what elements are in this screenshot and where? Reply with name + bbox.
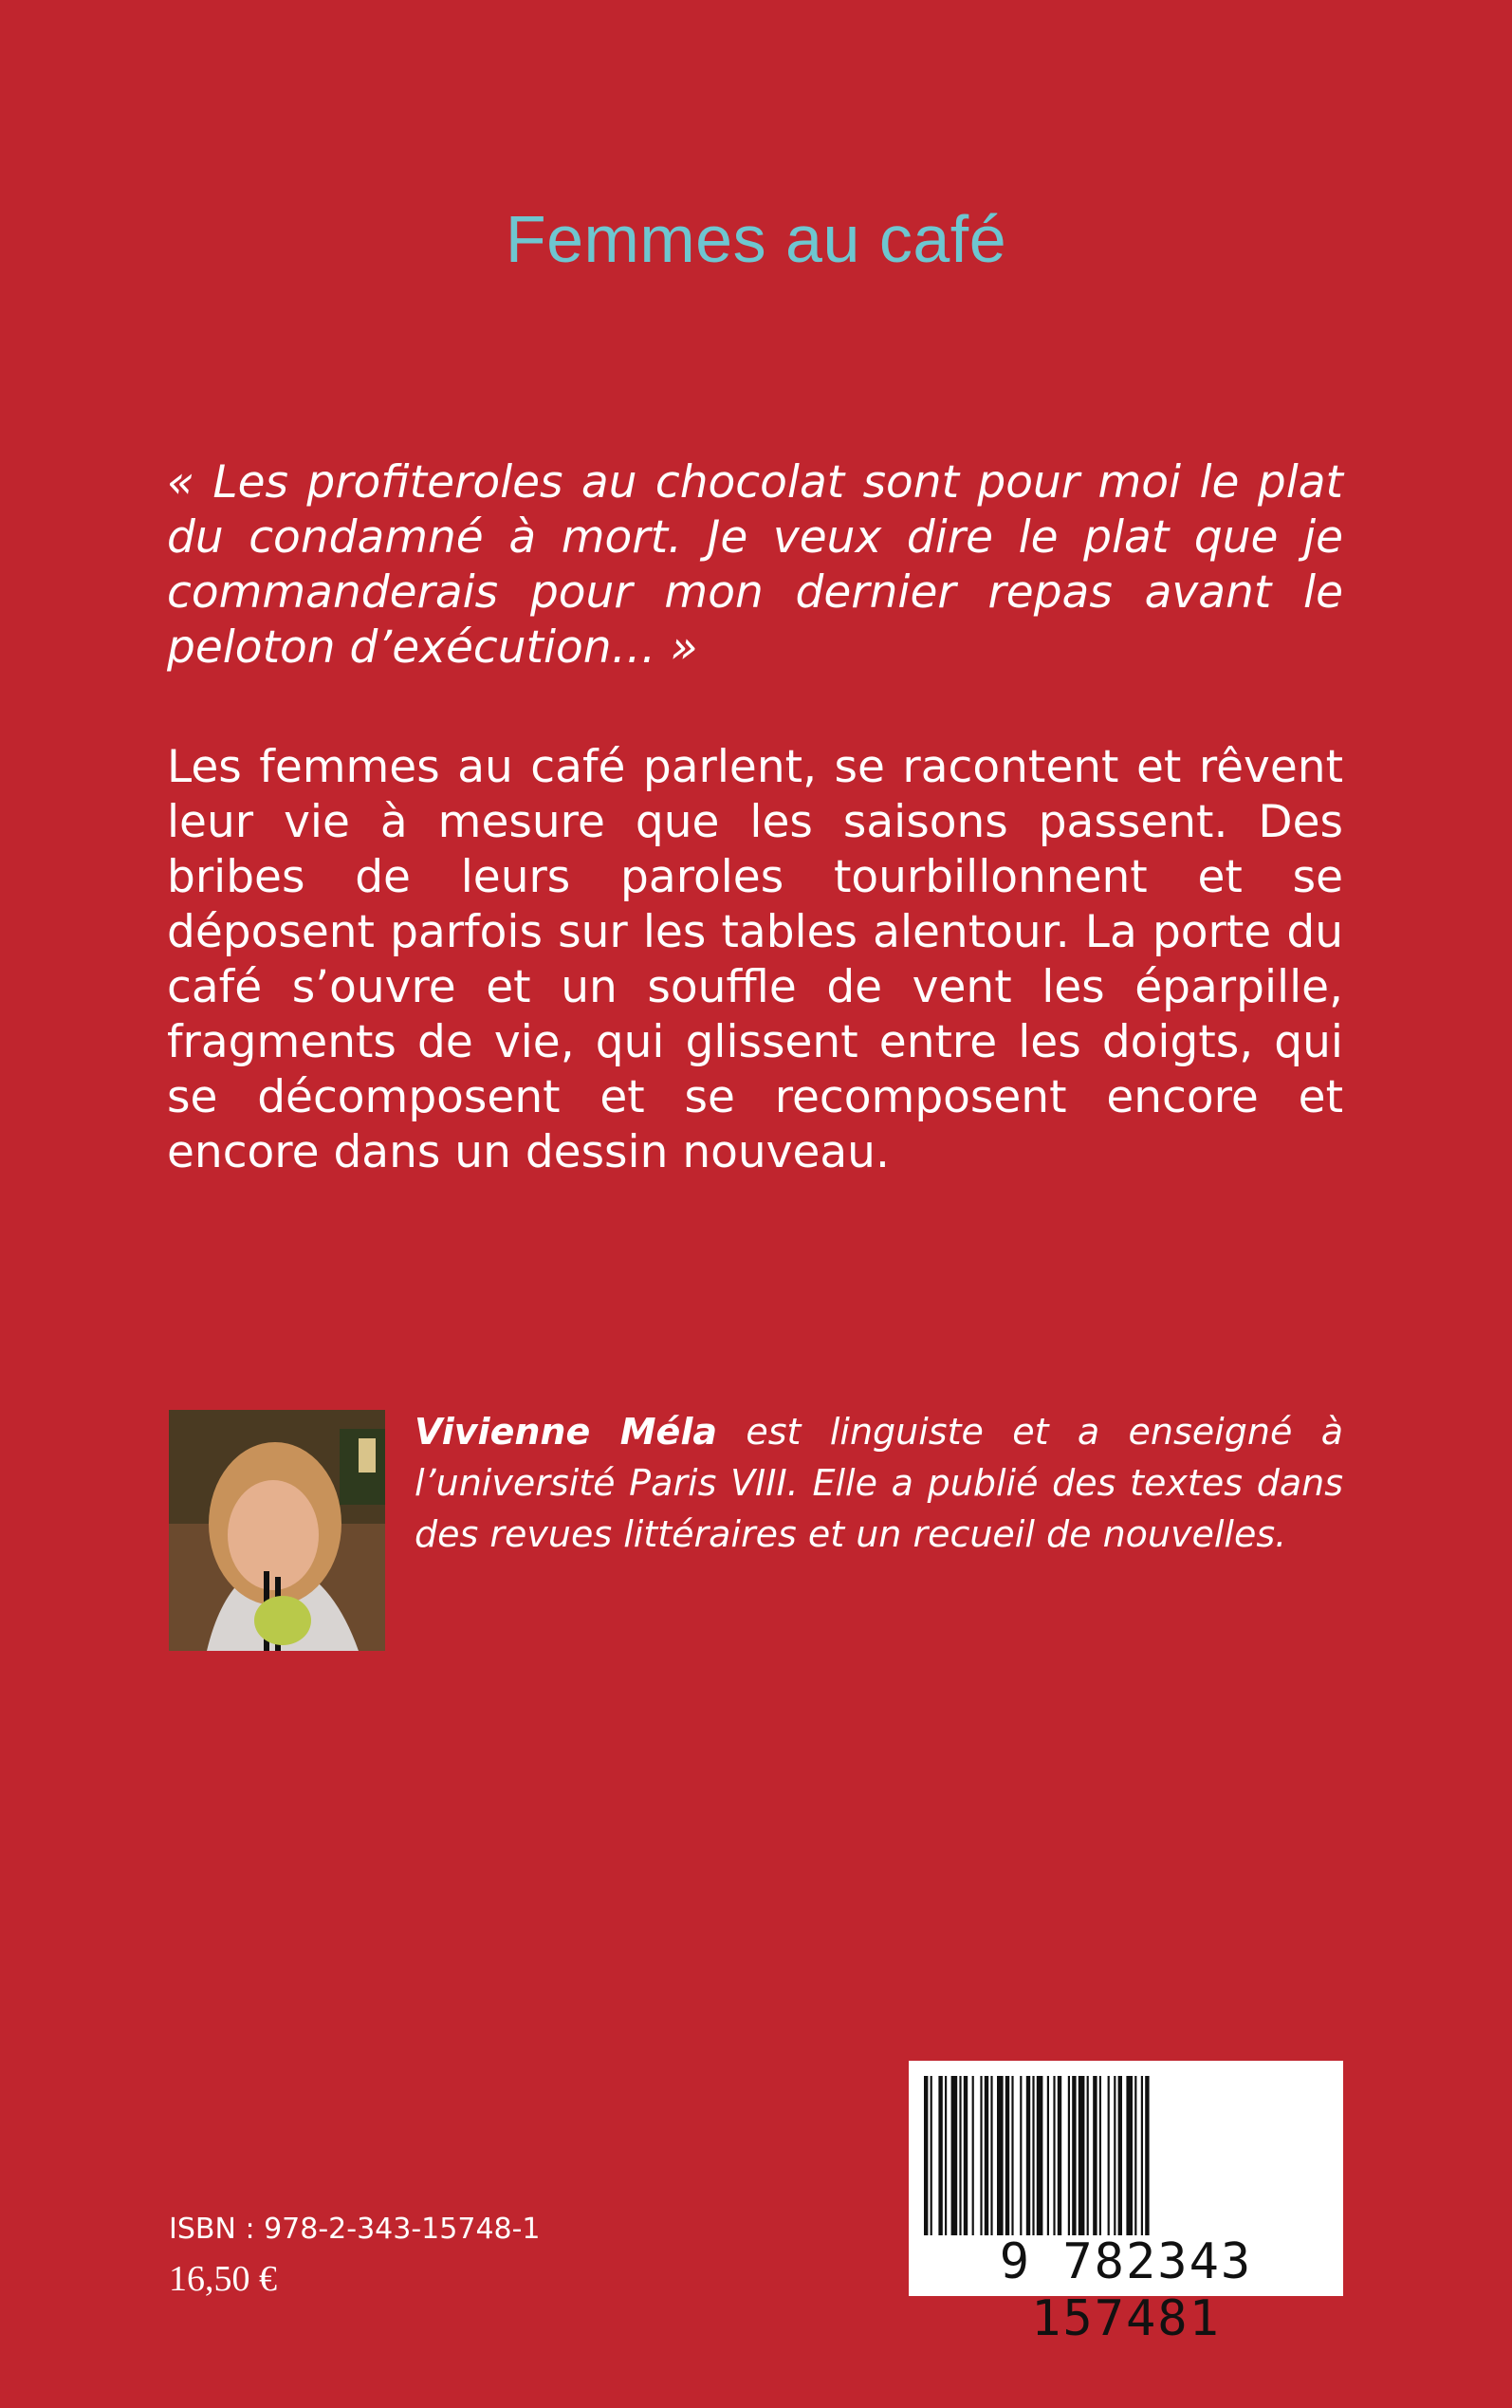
barcode-bar <box>985 2076 988 2235</box>
barcode-bars <box>922 2076 1330 2235</box>
barcode-bar <box>980 2076 982 2235</box>
barcode-bar <box>990 2076 992 2235</box>
barcode-bar <box>959 2076 961 2235</box>
barcode-bar <box>1032 2076 1034 2235</box>
book-title: Femmes au café <box>505 202 1007 276</box>
barcode-bar <box>1011 2076 1013 2235</box>
author-photo <box>169 1410 385 1651</box>
barcode-bar <box>1026 2076 1030 2235</box>
barcode-bar <box>1126 2076 1133 2235</box>
barcode-bar <box>997 2076 1004 2235</box>
barcode-bar <box>924 2076 928 2235</box>
barcode-bar <box>945 2076 947 2235</box>
barcode-bar <box>1099 2076 1101 2235</box>
barcode-bar <box>1087 2076 1089 2235</box>
barcode <box>909 2061 1343 2347</box>
price-label: 16,50 € <box>169 2259 277 2299</box>
barcode-bar <box>1114 2076 1116 2235</box>
author-bio <box>415 1406 1343 1560</box>
barcode-bar <box>1047 2076 1049 2235</box>
barcode-bar <box>1005 2076 1009 2235</box>
isbn-label: ISBN : 978-2-343-15748-1 <box>169 2213 541 2246</box>
barcode-bar <box>1058 2076 1061 2235</box>
book-blurb: Les femmes au café parlent, se racontent et rêvent leur vie à mesure que les saisons passent. Des bribes de leurs paroles tourbillonnent et se déposent parfois sur les tables alentour. La porte du café s’ouvre et un souffle de vent les éparpille, fragments de vie, qui glissent entre les doigts, qui se décomposent et se recomposent encore et encore dans un dessin nouveau. <box>167 741 1343 1178</box>
barcode-bar <box>972 2076 974 2235</box>
barcode-bar <box>1079 2076 1085 2235</box>
barcode-bar <box>938 2076 942 2235</box>
barcode-bar <box>1072 2076 1076 2235</box>
barcode-bar <box>951 2076 958 2235</box>
barcode-bar <box>1053 2076 1055 2235</box>
barcode-bar <box>1145 2076 1149 2235</box>
barcode-bar <box>1020 2076 1022 2235</box>
barcode-bar <box>1037 2076 1043 2235</box>
barcode-bar <box>1118 2076 1122 2235</box>
barcode-bar <box>931 2076 932 2235</box>
author-name: Vivienne Méla <box>415 1411 717 1453</box>
barcode-digits: 9 782343 157481 <box>999 2233 1253 2347</box>
barcode-bar <box>1141 2076 1143 2235</box>
barcode-bar <box>1108 2076 1110 2235</box>
author-bio-text: est linguiste et a enseigné à l’université Paris VIII. Elle a publié des textes dans des revues littéraires et un recueil de nouvelles. <box>415 1411 1343 1555</box>
excerpt-quote: « Les profiteroles au chocolat sont pour moi le plat du condamné à mort. Je veux dire le plat que je commanderais pour mon dernier repas avant le peloton d’exécution… » <box>167 456 1343 674</box>
barcode-bar <box>1093 2076 1097 2235</box>
barcode-bar <box>1068 2076 1070 2235</box>
barcode-bar <box>1134 2076 1136 2235</box>
barcode-bar <box>964 2076 968 2235</box>
